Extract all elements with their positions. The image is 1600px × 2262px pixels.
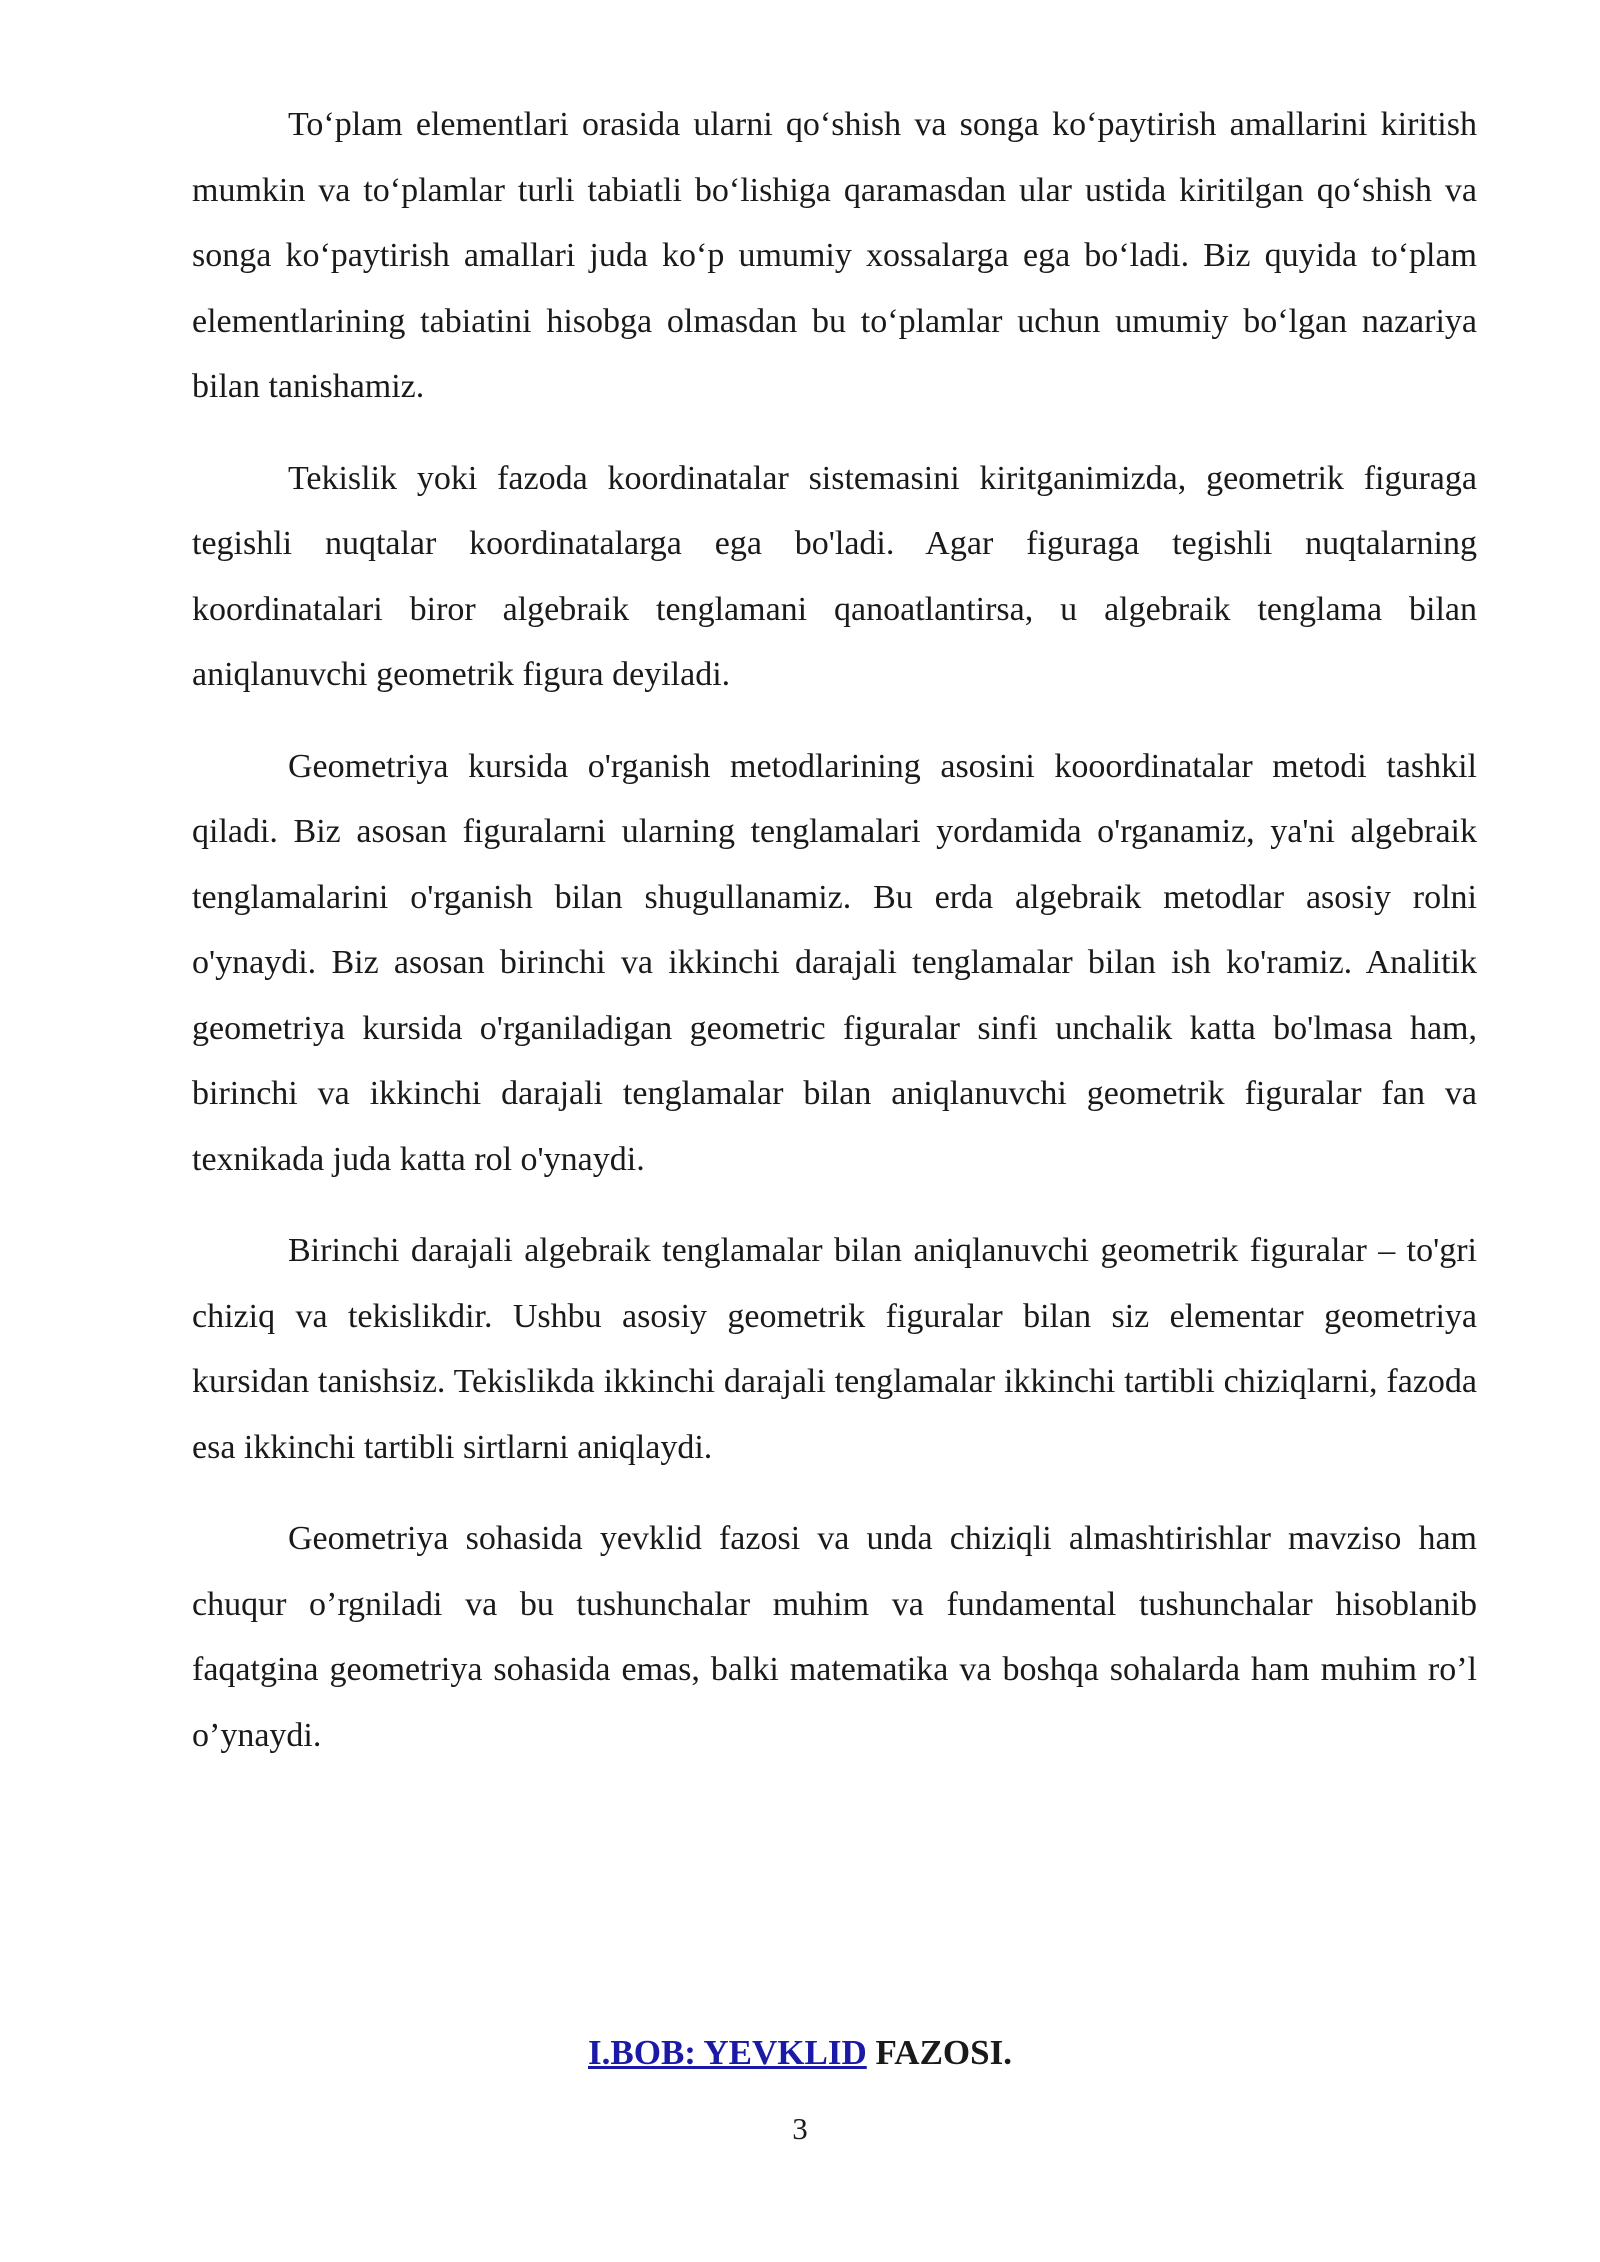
paragraph-4: Birinchi darajali algebraik tenglamalar bilan aniqlanuvchi geometrik figuralar – to'gri chiziq va tekislikdir. Ushbu asosiy geometrik figuralar bilan siz elementar geometriya kursidan tanishsiz. Tekislikda ikkinchi darajali tenglamalar ikkinchi tartibli chiziqlarni, fazoda esa ikkinchi tartibli sirtlarni aniqlaydi. bbox=[192, 1232, 1477, 1466]
chapter-heading-link[interactable]: I.BOB: YEVKLID bbox=[588, 2033, 867, 2072]
body-text bbox=[192, 92, 1477, 1794]
paragraph-1: To‘plam elementlari orasida ularni qo‘shish va songa ko‘paytirish amallarini kiritish mumkin va to‘plamlar turli tabiatli bo‘lishiga qaramasdan ular ustida kiritilgan qo‘shish va songa ko‘paytirish amallari juda ko‘p umumiy xossalarga ega bo‘ladi. Biz quyida to‘plam elementlarining tabiatini hisobga olmasdan bu to‘plamlar uchun umumiy bo‘lgan nazariya bilan tanishamiz. bbox=[192, 106, 1477, 405]
paragraph-5: Geometriya sohasida yevklid fazosi va unda chiziqli almashtirishlar mavziso ham chuqur o’rgniladi va bu tushunchalar muhim va fundamental tushunchalar hisoblanib faqatgina geometriya sohasida emas, balki matematika va boshqa sohalarda ham muhim ro’l o’ynaydi. bbox=[192, 1520, 1477, 1754]
paragraph-3: Geometriya kursida o'rganish metodlarining asosini kooordinatalar metodi tashkil qiladi. Biz asosan figuralarni ularning tenglamalari yordamida o'rganamiz, ya'ni algebraik tenglamalarini o'rganish bilan shugullanamiz. Bu erda algebraik metodlar asosiy rolni o'ynaydi. Biz asosan birinchi va ikkinchi darajali tenglamalar bilan ish ko'ramiz. Analitik geometriya kursida o'rganiladigan geometric figuralar sinfi unchalik katta bo'lmasa ham, birinchi va ikkinchi darajali tenglamalar bilan aniqlanuvchi geometrik figuralar fan va texnikada juda katta rol o'ynaydi. bbox=[192, 747, 1477, 1178]
chapter-heading bbox=[0, 2023, 1600, 2083]
page-number: 3 bbox=[792, 2111, 808, 2146]
paragraph-2: Tekislik yoki fazoda koordinatalar sistemasini kiritganimizda, geometrik figuraga tegishli nuqtalar koordinatalarga ega bo'ladi. Agar figuraga tegishli nuqtalarning koordinatalari biror algebraik tenglamani qanoatlantirsa, u algebraik tenglama bilan aniqlanuvchi geometrik figura deyiladi. bbox=[192, 459, 1477, 693]
chapter-heading-rest: FAZOSI. bbox=[866, 2033, 1012, 2072]
